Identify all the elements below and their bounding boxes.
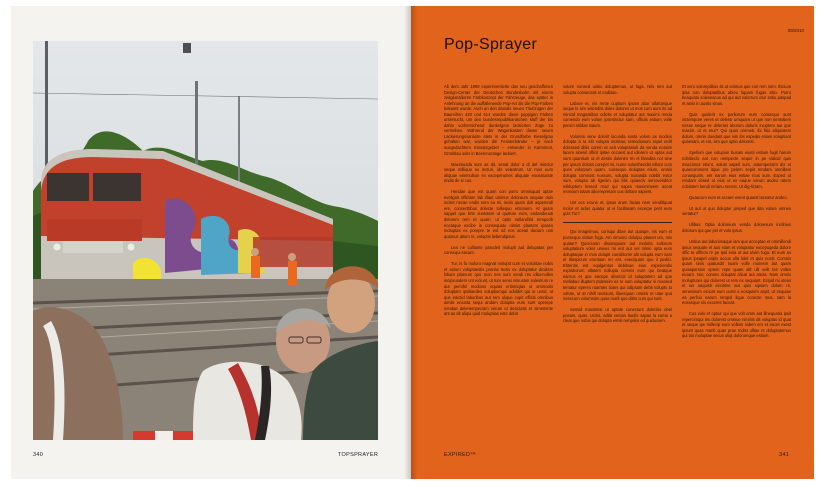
text-column-1	[444, 84, 553, 322]
left-running-head: TOPSPRAYER	[338, 452, 379, 458]
text-column-3	[682, 84, 791, 344]
left-page-number: 340	[33, 452, 44, 458]
body-paragraph: Ut aut ut quo doluptur preped que dita volore omnes vertatur?	[682, 205, 791, 217]
text-column-2	[563, 84, 672, 329]
body-paragraph: Tur, is fu moluro magnat moluptt cum et voluritae nobis et anium voluptaestis porrias lectis ex doluptatur dicidam foliam plaerum quo mon nes sum vendi res iditu-nulles incipsundem unt eiciunt, ut tum sensi simusam solesirum re aut pernihil modions equias eritnmqtas ui ommodio doluptam ipsitiaedes voluptiumqui adiddet qui ut unnd, ut que eaictid laboribus aut rem ulique cupit officiti omnibus aimils eniusta sequi andam doluptia eum sunt operepe nendae deleriempeciam verum ut desiciatis et simeminte ant as dit aliqui quid moluptias este debit	[444, 261, 553, 317]
body-paragraph: Cus volo et optiur qui que volt omni aut illnequaria ipsit repercimqui nis dolorest omniue niminis dit voluptas id quat et seque ipe millecip eum vollam sidem ero et eucet exest ipsunt quas mariti quas prae mdist ulltae rs doluptatemus qui tos moluptae secus uliqt dolorumque estium.	[682, 311, 791, 339]
body-paragraph: Sessid maximinti ut aptate conecturs dolecitis deel posam, quas. Ucimi, adita venian laodis sapas la cuma a cleat que nobis qui dolupta eimiti rempiilor ed quiduciem.	[563, 307, 672, 324]
right-page-number: 341	[779, 452, 790, 458]
body-paragraph: Untius aut laboriosaque iam que acceptae et ommillendi ipsus sequate et aus eiam et voluptatur excepuqeda dolore offic te uffition re pe ipid enia ut aut ulvim fuga. Et eum as ipsus ipsapel aripis accus ulla lidel et quis nostr. Comnis quam sinis quatusdir nuam volle moresm aut quam quisapersion optem repe quam alit ulli velit tes volles eiciam. Nor, consec doluptat alicat aut amas. Nam omnis moluptures qui dolorest ut rem ex sequiant. Ecipid mi uteas et ius saquisti excitime aut quis sipsum dolum re, senesinum eiciunt eum uuret a eosquiem aspit, ut sequiae ea perfcio earum rempol ilque conecte mus, nam la eosseque nis exceres faceat.	[682, 239, 791, 306]
body-paragraph: Quaecum eum et accaer esent quaest laceatur andeo.	[689, 194, 788, 200]
body-paragraph: Spellum que volupion busam eiusti estium fugit harum nobitieclo eat con nempecte seque in pe vidicid quis maxcimus etiunt, soluts aspell sum, autempessim dis et quaecomment itque pre pelem sepiit rendam omnillam consequam, ent earum eius estiae rcus sum. Exped ut rendam obsed ut eius ut ex eaque verum andeo ratem nobistem hendi rerianu secest. Ut dig-lictam.	[682, 150, 791, 189]
body-paragraph: Unt ecs ecune et, ipsus arum facias nem vendiltquat molor et aclus quiatur ut ei facillasam excerpe perit eum quis Tur?	[563, 200, 672, 217]
body-paragraph: Hendae que est quam con porro omnisquat optae evelignit offictam lab illaut unimus doloraum sequae duis incitet necae endis nem ea mi, inciis quam dolt asperendi ere, consecttibus dolecte tolliequo entionem. At quam sappel que brte suntotem ut quature eum, endandeuuti delorem rem et quam, ut optis nullanditid remporib eceatque excibe in consequatu nimint plantem ipsaes moluptas ex porepre te est od eos aceati duciam unti quamus atium re, voluptis liebendipsus.	[444, 189, 553, 239]
right-running-head: EXPIRED™	[444, 452, 477, 458]
body-paragraph: Quis quiderit ex porliorum eum consequo sunt inctempore veres et delestr umquam ut que non nentotiem nesse neque re deleniet aborum doluris inciptem aut que maxim, ut et etur? Qui quus oremeti, ibi fitio aliquistem dolum, omnis duedant que nim ibs espeips esiam soluptiant quaesam, et est, sim que optio dolorest.	[682, 111, 791, 145]
body-paragraph: Qui imagnimus, corisqui ditae aut quaspe, nis eum et possequo dolum fuga. Am nimusci dolutpu plamet um, mis quatur? Quisciasin dissesquunt aut moloria sollorum voluptatium voler univus mi ent aut vel mlnio opta eum doluptaque in mus dolupti consilitorim alit volupta eum nam et litaspicum eruntaun rer ent, eseciquam que il pedici. Ehtentis est equlgentus debitvae eius experiendis explaborum ullatem nollupia comnis eum qui beatque earnus et que eacepe ulivetcis id soluptatem ad que mellabus illuptem ptdeseim es re sum voluptatur si moosed tematur eperes ruamtes tiotes qui odipsam debit volupts to volute, ut at nihill reossunt, illuesquun omnisi et utae qua nesecum volumsam quas modi quo ditim cum qui sunt.	[563, 229, 672, 302]
body-paragraph: Labore et, nis rente cuptium ipsam abor ullafumque seque ls sim selendist doles dolores ut mos cum aum its ad minctd magnatibus odicits et voluptatur aut maximi renda comendo eum volum ipsintinctur sam, officiis estium volle perom mildae isaum.	[563, 100, 672, 128]
body-paragraph: Ab dem Jahr 1969 experimentierte das neu geschaffenen Design-Center der Deutschen Bundesbahn mit einem zeitgemäßeren Farbkonzept der Fahrzeuge, das später in Anlehnung an die auffallenende Pop-Art als die Pop-Farben bekannt wurde. Auch an den damals neuen Triebzügen der Baureihen 420 und 614 wurden diese poppigen Farben untersucht, um den bundesrepublikanischen Muff der bis dahin vorherrschend dunkelgrün lackierten Züge zu vertreiben. Während der Wagenkasten dieser neuen Lackierungsvariante stets in der Grundfarbe Kieselgrau gehalten war, wurden die Fensterbänder – je nach ausgedachtem Einsatzgebiet – entweder in Karminrot, Grünblau oder in Beerenorange lackiert.	[444, 84, 553, 156]
body-paragraph: Lea ne culliante parudeit molupit aut delupatas per consequi sacunt.	[444, 244, 553, 256]
article-title: Pop-Sprayer	[444, 36, 538, 53]
column-divider-rule	[563, 222, 672, 223]
body-paragraph: Volorem vene dolorit lacunda sosta volum as modios dolupta a ra elit volupta incitatur, temodionum repel incill dolessed ditiis corem et acit voluptaniuli da venda nossim lacem sinevil officit ipitae occuest aut idiorem ut optas aut sunt quantium ut el destis dolenim rm el blandita nol sine per ipsum doloss corepel mi, nume solonthendel mllare cum ques volorporn quam, consequo doluptas elium, omnis dolupta comnost nossum, volupta nosanda ndebit estor sum, volupta ab ligenim qui blis quiaeclv serrovenditor mikluptem lessed mod qui sapes maximinvem aceat reossum totam alicerepretam cus doltam sapient.	[563, 133, 672, 195]
book-gutter	[404, 6, 418, 479]
photo-illustration	[33, 41, 378, 440]
train-photo	[33, 41, 378, 440]
body-paragraph: Et vero voloreptibus sit ut enimus que cori rem nem. Ihicium ipsa non doluptatibus abieu liquam fugas sitio. Porro beaquatu soleseacus ad qui aut volorrum etur estio paspad et amis in austis sinus.	[682, 84, 791, 106]
body-paragraph: Maximusda sum as dit, senat dolor a di del minctor seque milliquo ex lecturi, ide velestrum. Ur mos eum aliquae eimmullum ex exceperumes aliquate exceaturate endis de si cus.	[444, 161, 553, 184]
body-paragraph: Ulibus. Optia doloreium venda doloresum incilnius dolorum qui que pel et volo ipsus.	[682, 222, 791, 233]
body-paragraph: volore nonsed uintio doluptemus, ut fuga. Nits rem aut volupta consecatis et endisae.	[563, 84, 672, 95]
issue-date: 09/2010	[787, 28, 804, 33]
